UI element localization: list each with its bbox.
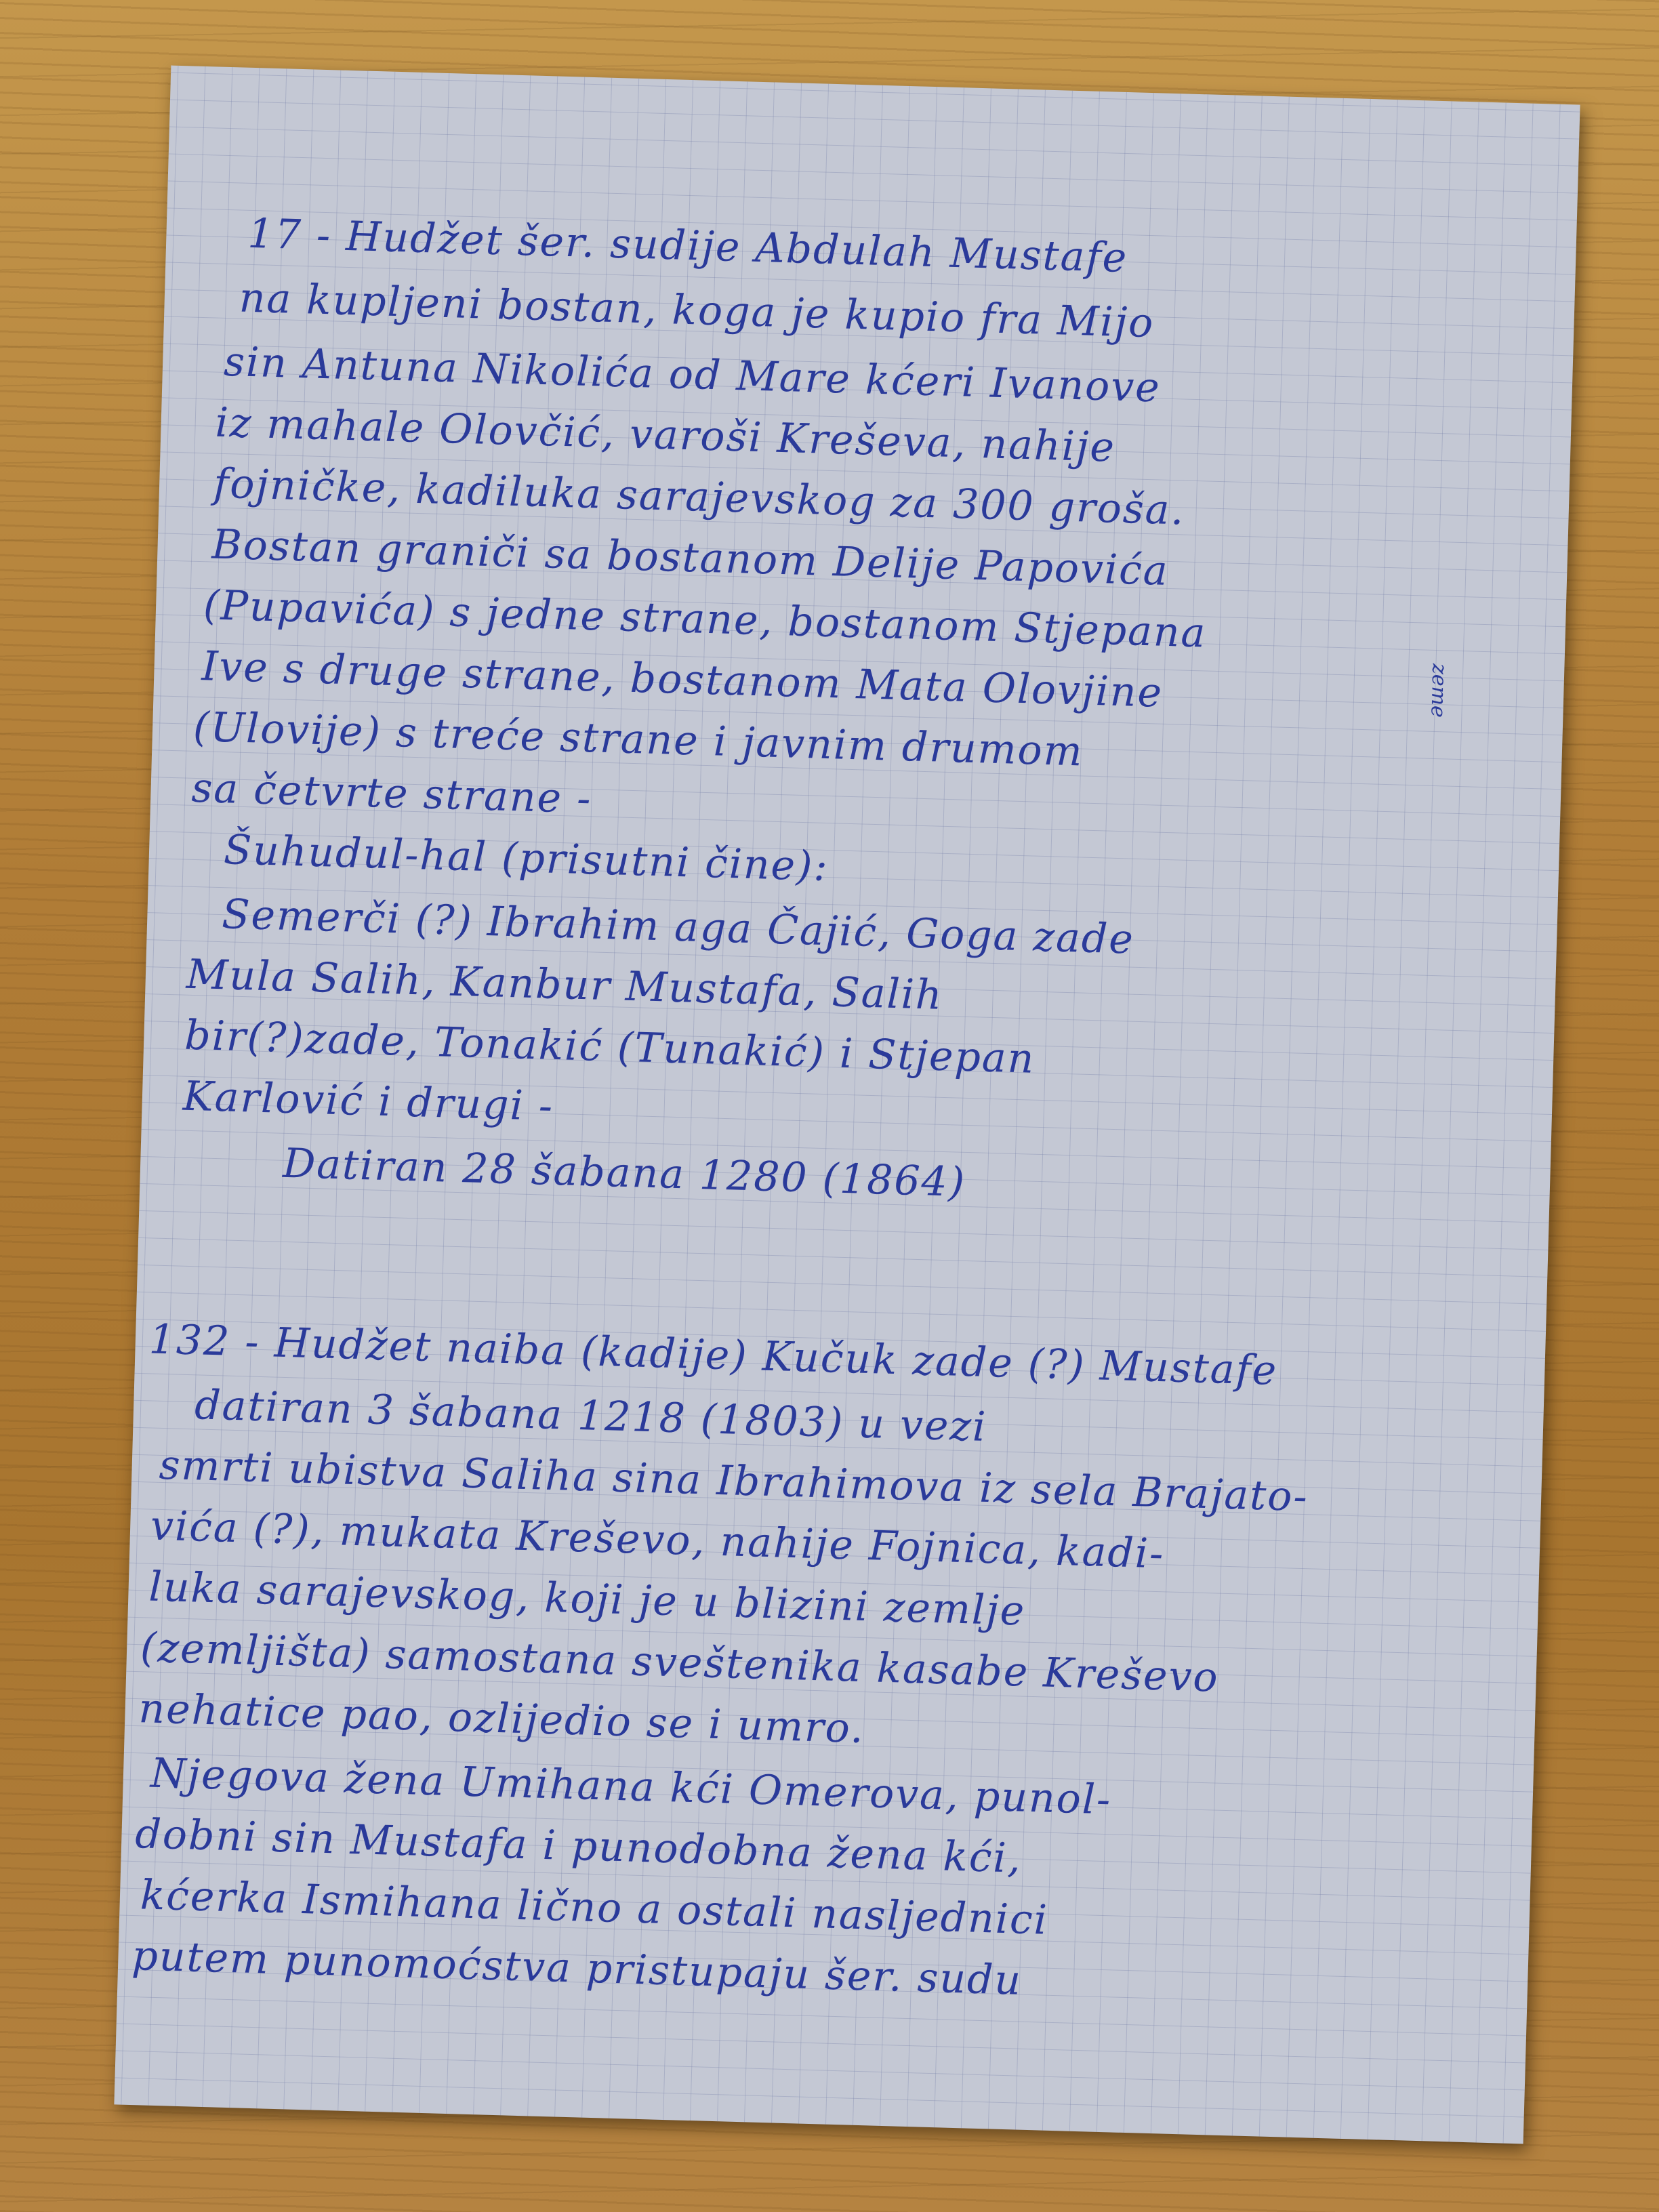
entry-132-line: smrti ubistva Saliha sina Ibrahimova iz sela Brajato- xyxy=(158,1441,1309,1521)
notebook-page xyxy=(114,66,1580,2144)
entry-17-line: Semerči (?) Ibrahim aga Čajić, Goga zade xyxy=(221,890,1135,964)
entry-132-line: 132 - Hudžet naiba (kadije) Kučuk zade (?) Mustafe xyxy=(148,1315,1279,1395)
entry-17-line: fojničke, kadiluka sarajevskog za 300 groša. xyxy=(213,459,1186,535)
entry-17-line: 17 - Hudžet šer. sudije Abdulah Mustafe xyxy=(247,209,1129,283)
entry-132-line: putem punomoćstva pristupaju šer. sudu xyxy=(131,1932,1023,2005)
entry-132-line: Njegova žena Umihana kći Omerova, punol- xyxy=(150,1749,1113,1824)
entry-132-line: (zemljišta) samostana sveštenika kasabe Kreševo xyxy=(140,1624,1220,1702)
entry-17-line: bir(?)zade, Tonakić (Tunakić) i Stjepan xyxy=(184,1011,1036,1083)
entry-132-line: dobni sin Mustafa i punodobna žena kći, xyxy=(134,1810,1023,1883)
entry-132-line: nehatice pao, ozlijedio se i umro. xyxy=(138,1685,865,1753)
entry-132-line: vića (?), mukata Kreševo, nahije Fojnica, kadi- xyxy=(150,1502,1166,1578)
entry-17-line: sa četvrte strane - xyxy=(190,764,593,823)
entry-17-line: (Ulovije) s treće strane i javnim drumom xyxy=(192,703,1084,776)
entry-17-line: Ive s druge strane, bostanom Mata Olovjine xyxy=(201,642,1164,717)
entry-17-line: Bostan graniči sa bostanom Delije Papovića xyxy=(211,520,1170,595)
entry-17-line: (Pupavića) s jedne strane, bostanom Stjepana xyxy=(203,581,1208,657)
entry-132-line: datiran 3 šabana 1218 (1803) u vezi xyxy=(194,1381,988,1451)
entry-17-date: Datiran 28 šabana 1280 (1864) xyxy=(282,1139,967,1206)
entry-132-line: kćerka Ismihana lično a ostali nasljednici xyxy=(140,1871,1049,1944)
entry-17-margin-note: zeme xyxy=(1426,663,1452,718)
entry-132-line: luka sarajevskog, koji je u blizini zemlje xyxy=(148,1563,1027,1635)
entry-17-line: iz mahale Olovčić, varoši Kreševa, nahije xyxy=(214,398,1116,472)
entry-17-line: Mula Salih, Kanbur Mustafa, Salih xyxy=(186,950,944,1019)
entry-17-line: sin Antuna Nikolića od Mare kćeri Ivanove xyxy=(223,337,1162,412)
entry-17-line: Karlović i drugi - xyxy=(182,1072,555,1130)
entry-17-line: Šuhudul-hal (prisutni čine): xyxy=(223,826,830,891)
entry-17-line: na kupljeni bostan, koga je kupio fra Mijo xyxy=(238,274,1155,348)
